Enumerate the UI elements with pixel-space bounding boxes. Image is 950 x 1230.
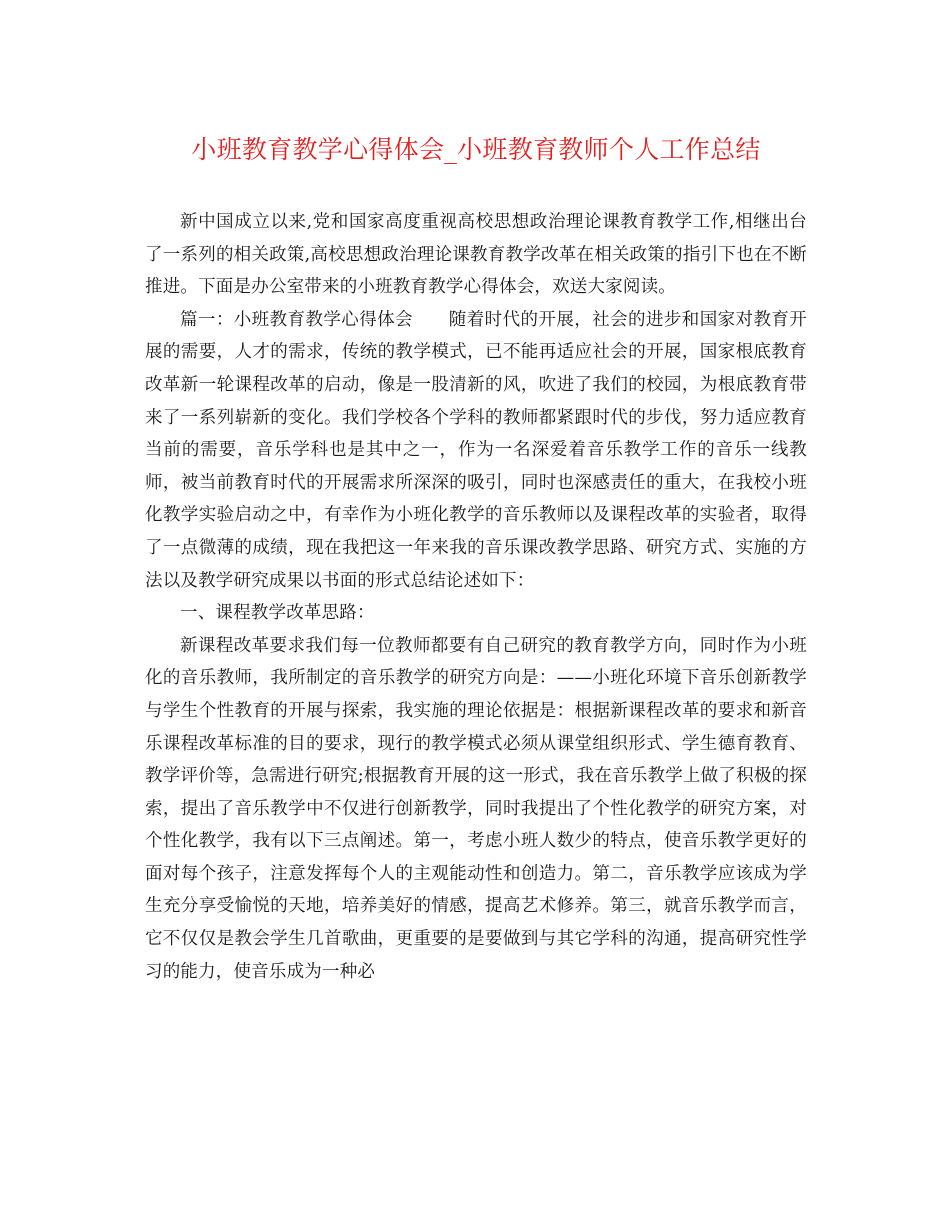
paragraph-reform-details: 新课程改革要求我们每一位教师都要有自己研究的教育教学方向，同时作为小班化的音乐教师，我所制定的音乐教学的研究方向是：——小班化环境下音乐创新教学与学生个性教育的开展与探索，我实施的理论依据是：根据新课程改革的要求和新音乐课程改革标准的目的要求，现行的教学模式必须从课堂组织形式、学生德育教育、教学评价等，急需进行研究;根据教育开展的这一形式，我在音乐教学上做了积极的探索，提出了音乐教学中不仅进行创新教学，同时我提出了个性化教学的研究方案，对个性化教学，我有以下三点阐述。第一，考虑小班人数少的特点，使音乐教学更好的面对每个孩子，注意发挥每个人的主观能动性和创造力。第二，音乐教学应该成为学生充分享受愉悦的天地，培养美好的情感，提高艺术修养。第三，就音乐教学而言，它不仅仅是教会学生几首歌曲，更重要的是要做到与其它学科的沟通，提高研究性学习的能力，使音乐成为一种必 xyxy=(145,635,807,982)
section-heading-reform-ideas: 一、课程教学改革思路： xyxy=(180,603,375,624)
document-body xyxy=(145,206,807,988)
paragraph-part-one: 篇一：小班教育教学心得体会 随着时代的开展，社会的进步和国家对教育开展的需要，人才的需求，传统的教学模式，已不能再适应社会的开展，国家根底教育改革新一轮课程改革的启动，像是一股清新的风，吹进了我们的校园，为根底教育带来了一系列崭新的变化。我们学校各个学科的教师都紧跟时代的步伐，努力适应教育当前的需要，音乐学科也是其中之一，作为一名深爱着音乐教学工作的音乐一线教师，被当前教育时代的开展需求所深深的吸引，同时也深感责任的重大，在我校小班化教学实验启动之中，有幸作为小班化教学的音乐教师以及课程改革的实验者，取得了一点微薄的成绩，现在我把这一年来我的音乐课改教学思路、研究方式、实施的方法以及教学研究成果以书面的形式总结论述如下： xyxy=(145,309,807,591)
document-title: 小班教育教学心得体会_小班教育教师个人工作总结 xyxy=(191,135,761,164)
paragraph-intro: 新中国成立以来,党和国家高度重视高校思想政治理论课教育教学工作,相继出台了一系列的相关政策,高校思想政治理论课教育教学改革在相关政策的指引下也在不断推进。下面是办公室带来的小班教育教学心得体会，欢送大家阅读。 xyxy=(145,212,807,298)
